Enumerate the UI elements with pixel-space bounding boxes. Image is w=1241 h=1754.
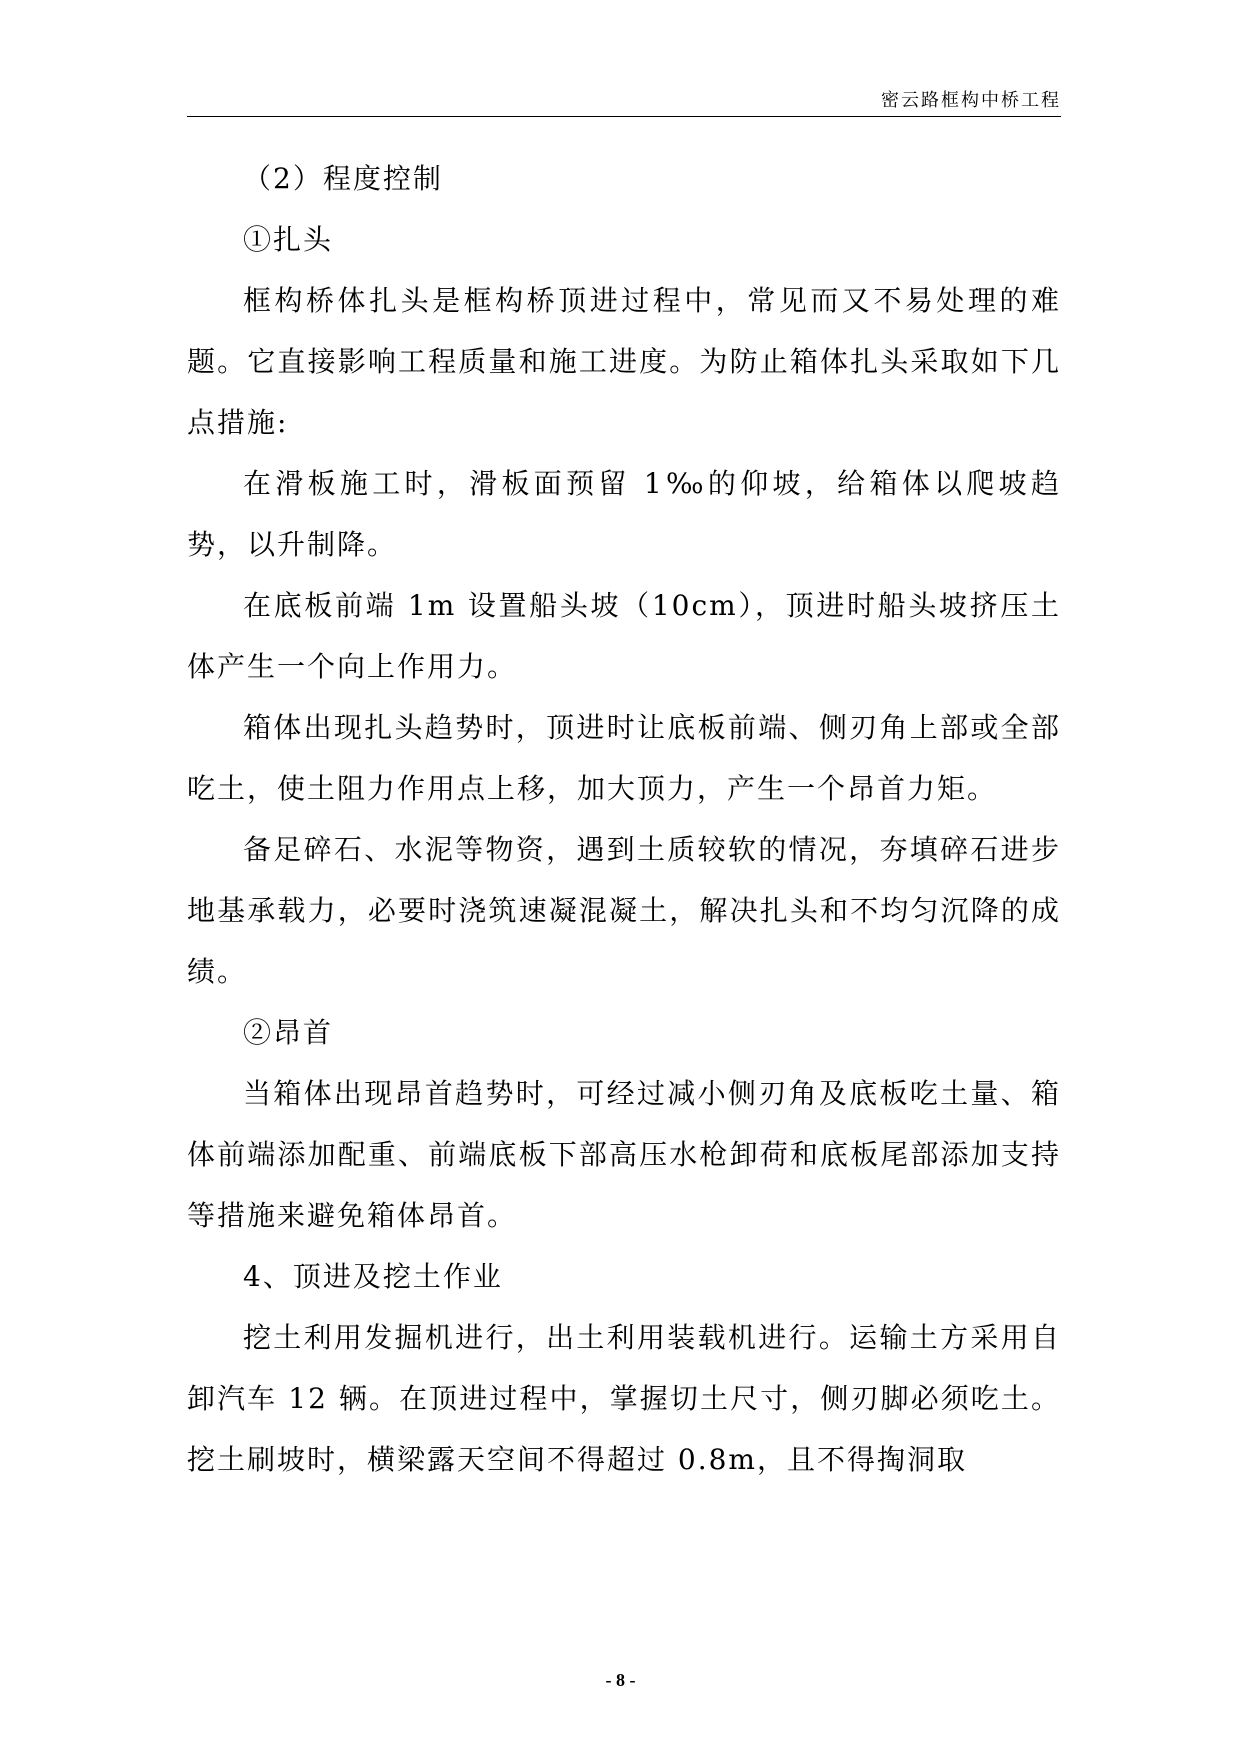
paragraph: 在底板前端 1m 设置船头坡（10cm），顶进时船头坡挤压土体产生一个向上作用力。 (187, 589, 1061, 683)
section-heading-level-control: （2）程度控制 (243, 162, 443, 195)
subheading-nose-dive: ①扎头 (243, 223, 334, 256)
subheading-head-up: ②昂首 (243, 1016, 334, 1049)
paragraph: 备足碎石、水泥等物资，遇到土质较软的情况，夯填碎石进步地基承载力，必要时浇筑速凝混凝土，解决扎头和不均匀沉降的成绩。 (187, 833, 1061, 988)
paragraph: 当箱体出现昂首趋势时，可经过减小侧刃角及底板吃土量、箱体前端添加配重、前端底板下部高压水枪卸荷和底板尾部添加支持等措施来避免箱体昂首。 (187, 1077, 1061, 1232)
document-body (187, 148, 1061, 1490)
header-divider (187, 116, 1061, 117)
paragraph: 挖土利用发掘机进行，出土利用装载机进行。运输土方采用自卸汽车 12 辆。在顶进过程中，掌握切土尺寸，侧刃脚必须吃土。挖土刷坡时，横梁露天空间不得超过 0.8m，且不得掏洞取 (187, 1321, 1061, 1476)
paragraph: 箱体出现扎头趋势时，顶进时让底板前端、侧刃角上部或全部吃土，使土阻力作用点上移，加大顶力，产生一个昂首力矩。 (187, 711, 1061, 805)
page-number: - 8 - (605, 1670, 636, 1690)
section-heading-jacking-excavation: 4、顶进及挖土作业 (243, 1260, 503, 1293)
running-header: 密云路框构中桥工程 (881, 90, 1061, 111)
paragraph: 在滑板施工时，滑板面预留 1‰的仰坡，给箱体以爬坡趋势，以升制降。 (187, 467, 1061, 561)
paragraph: 框构桥体扎头是框构桥顶进过程中，常见而又不易处理的难题。它直接影响工程质量和施工进度。为防止箱体扎头采取如下几点措施: (187, 284, 1061, 439)
